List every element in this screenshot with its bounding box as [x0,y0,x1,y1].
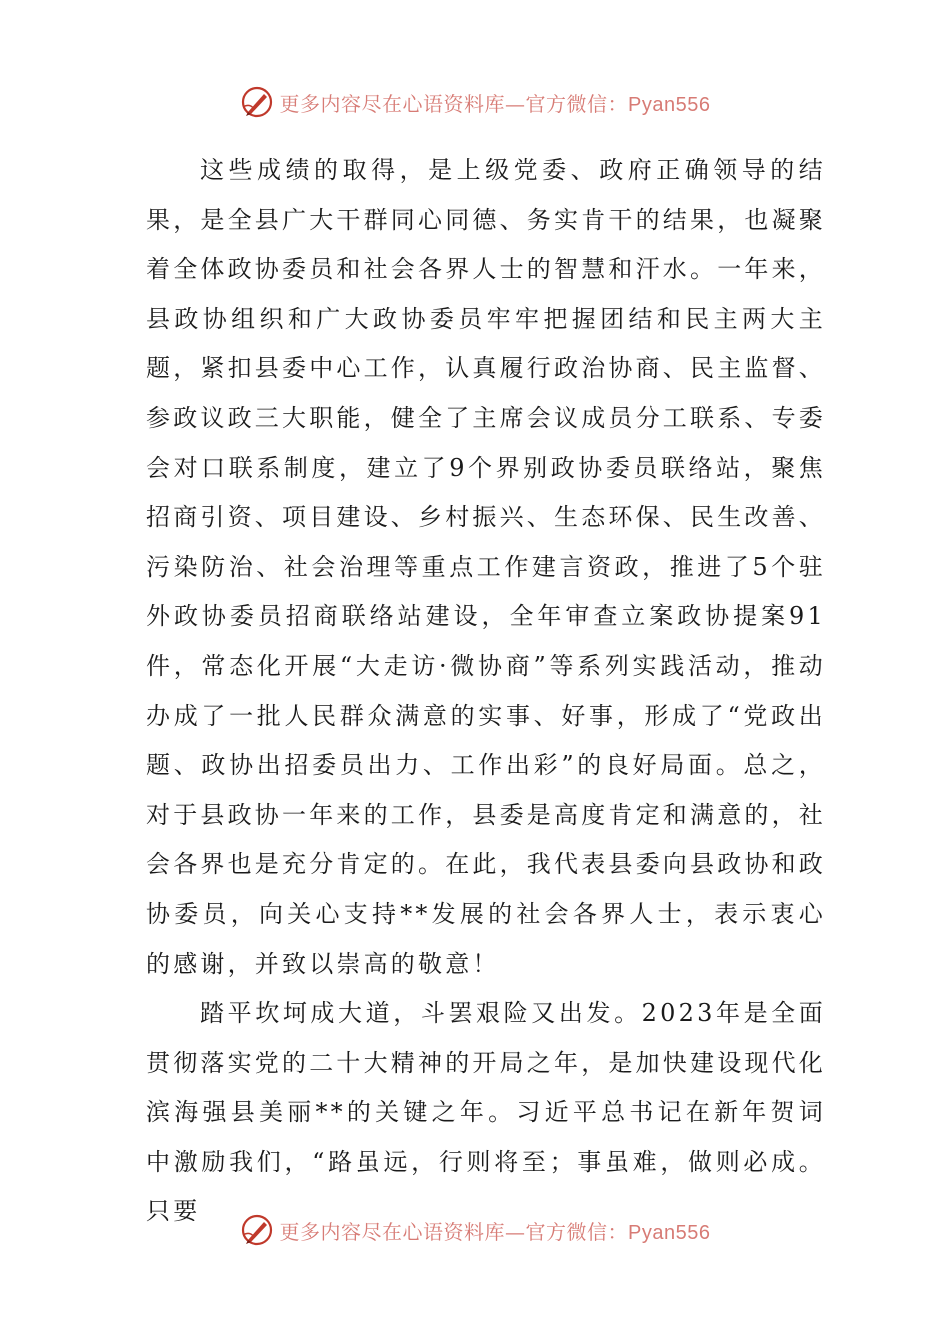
watermark-text: 更多内容尽在心语资料库—官方微信：Pyan556 [279,91,711,116]
pen-logo-icon [240,85,274,119]
paragraph: 这些成绩的取得，是上级党委、政府正确领导的结果，是全县广大干群同心同德、务实肯干的结果，也凝聚着全体政协委员和社会各界人士的智慧和汗水。一年来，县政协组织和广大政协委员牢牢把握团结和民主两大主题，紧扣县委中心工作，认真履行政治协商、民主监督、参政议政三大职能，健全了主席会议成员分工联系、专委会对口联系制度，建立了9个界别政协委员联络站，聚焦招商引资、项目建设、乡村振兴、生态环保、民生改善、污染防治、社会治理等重点工作建言资政，推进了5个驻外政协委员招商联络站建设，全年审查立案政协提案91件，常态化开展“大走访·微协商”等系列实践活动，推动办成了一批人民群众满意的实事、好事，形成了“党政出题、政协出招委员出力、工作出彩”的良好局面。总之，对于县政协一年来的工作，县委是高度肯定和满意的，社会各界也是充分肯定的。在此，我代表县委向县政协和政协委员，向关心支持**发展的社会各界人士，表示衷心的感谢，并致以崇高的敬意！ [146,156,826,978]
paragraph: 踏平坎坷成大道，斗罢艰险又出发。2023年是全面贯彻落实党的二十大精神的开局之年，是加快建设现代化滨海强县美丽**的关键之年。习近平总书记在新年贺词中激励我们，“路虽远，行则将至；事虽难，做则必成。只要 [146,999,826,1226]
watermark-text: 更多内容尽在心语资料库—官方微信：Pyan556 [279,1219,711,1244]
footer-watermark [0,1210,950,1250]
document-body [146,146,826,1237]
header-watermark [0,82,950,122]
pen-logo-icon [240,1213,274,1247]
